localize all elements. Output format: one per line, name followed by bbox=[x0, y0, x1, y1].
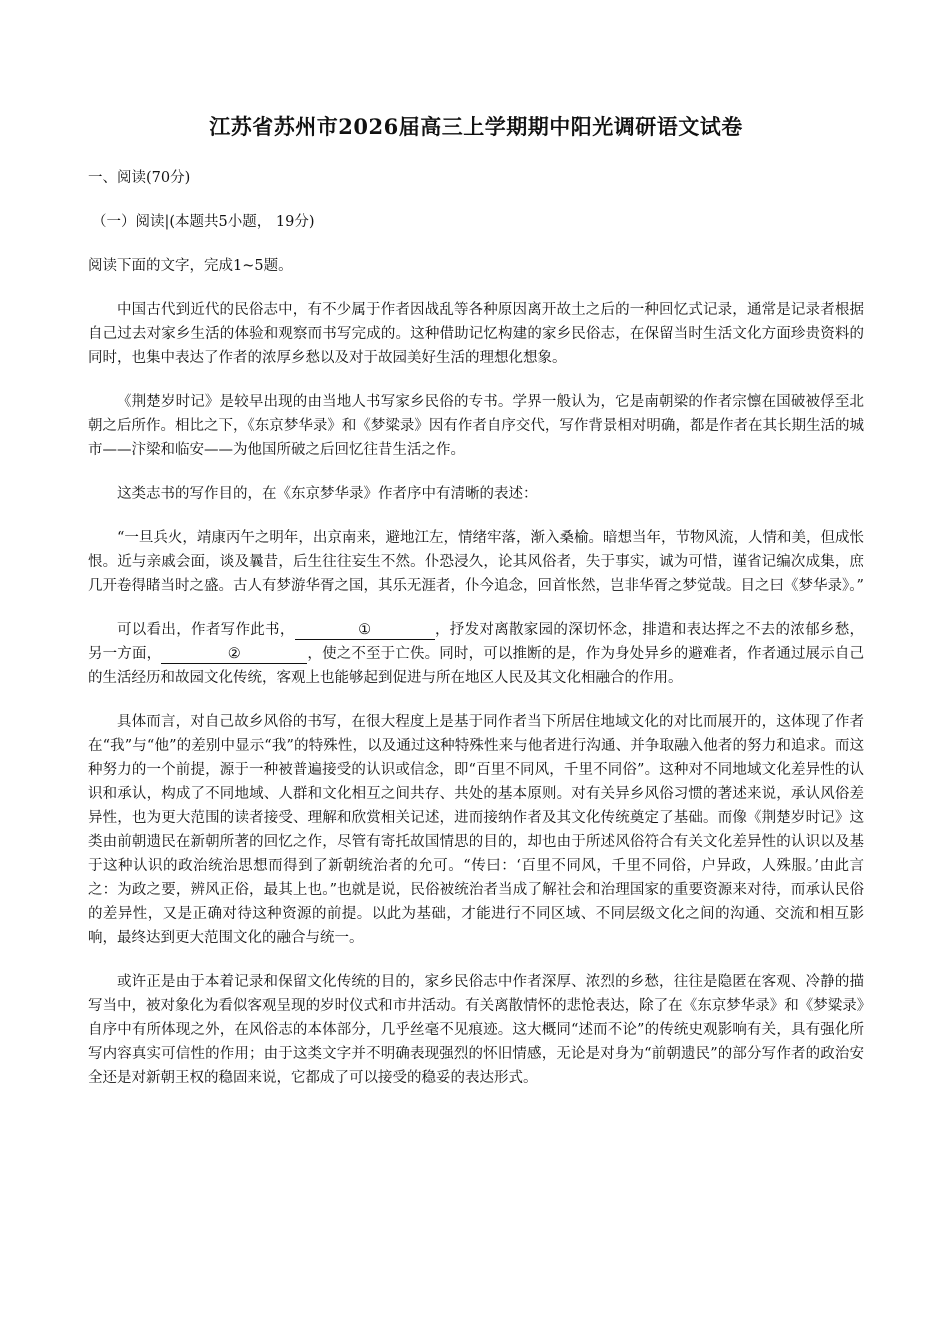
paragraph-1: 中国古代到近代的民俗志中，有不少属于作者因战乱等各种原因离开故土之后的一种回忆式记录，通常是记录者根据自己过去对家乡生活的体验和观察而书写完成的。这种借助记忆构建的家乡民俗志，在保留当时生活文化方面珍贵资料的同时，也集中表达了作者的浓厚乡愁以及对于故园美好生活的理想化想象。 bbox=[88, 302, 864, 366]
paragraph-5-part-a: 可以看出，作者写作此书， bbox=[117, 622, 295, 638]
paragraph-7: 或许正是由于本着记录和保留文化传统的目的，家乡民俗志中作者深厚、浓烈的乡愁，往往是隐匿在客观、冷静的描写当中，被对象化为看似客观呈现的岁时仪式和市井活动。有关离散情怀的悲怆表达，除了在《东京梦华录》和《梦粱录》自序中有所体现之外，在风俗志的本体部分，几乎丝毫不见痕迹。这大概同“述而不论”的传统史观影响有关，具有强化所写内容真实可信性的作用；由于这类文字并不明确表现强烈的怀旧情感，无论是对身为“前朝遗民”的部分写作者的政治安全还是对新朝王权的稳固来说，它都成了可以接受的稳妥的表达形式。 bbox=[88, 974, 864, 1086]
exam-page bbox=[88, 112, 864, 1110]
exam-title: 江苏省苏州市2026届高三上学期期中阳光调研语文试卷 bbox=[209, 114, 743, 139]
paragraph-5-part-b: ，抒发对离散家园的深切怀念，排遣和表达挥之不去的浓郁乡愁，另一方面， bbox=[88, 622, 865, 662]
paragraph-4-quote: “一旦兵火，靖康丙午之明年，出京南来，避地江左，情绪牢落，渐入桑榆。暗想当年，节物风流，人情和美，但成怅恨。近与亲戚会面，谈及曩昔，后生往往妄生不然。仆恐浸久，论其风俗者，失于事实，诚为可惜，谨省记编次成集，庶几开卷得睹当时之盛。古人有梦游华胥之国，其乐无涯者，仆今追念，回首怅然，岂非华胥之梦觉哉。目之曰《梦华录》。” bbox=[88, 530, 864, 594]
subsection-heading: （一）阅读|(本题共5小题， 19分) bbox=[92, 214, 315, 230]
section-heading: 一、阅读(70分) bbox=[88, 170, 191, 186]
fill-blank-1: ① bbox=[295, 621, 435, 640]
paragraph-5 bbox=[88, 618, 864, 690]
paragraph-5-part-c: ，使之不至于亡佚。同时，可以推断的是，作为身处异乡的避难者，作者通过展示自己的生活经历和故园文化传统，客观上也能够起到促进与所在地区人民及其文化相融合的作用。 bbox=[88, 646, 865, 686]
reading-instruction: 阅读下面的文字，完成1~5题。 bbox=[88, 258, 293, 274]
paragraph-3: 这类志书的写作目的，在《东京梦华录》作者序中有清晰的表述： bbox=[117, 486, 538, 502]
paragraph-6: 具体而言，对自己故乡风俗的书写，在很大程度上是基于同作者当下所居住地域文化的对比而展开的，这体现了作者在“我”与“他”的差别中显示“我”的特殊性，以及通过这种特殊性来与他者进行沟通、并争取融入他者的努力和追求。而这种努力的一个前提，源于一种被普遍接受的认识或信念，即“百里不同风，千里不同俗”。这种对不同地域文化差异性的认识和承认，构成了不同地域、人群和文化相互之间共存、共处的基本原则。对有关异乡风俗习惯的著述来说，承认风俗差异性，也为更大范围的读者接受、理解和欣赏相关记述，进而接纳作者及其文化传统奠定了基础。而像《荆楚岁时记》这类由前朝遗民在新朝所著的回忆之作，尽管有寄托故国情思的目的，却也由于所述风俗符合有关文化差异性的认识以及基于这种认识的政治统治思想而得到了新朝统治者的允可。“传曰：‘百里不同风，千里不同俗，户异政，人殊服。’由此言之：为政之要，辨风正俗，最其上也。”也就是说，民俗被统治者当成了解社会和治理国家的重要资源来对待，而承认民俗的差异性，又是正确对待这种资源的前提。以此为基础，才能进行不同区域、不同层级文化之间的沟通、交流和相互影响，最终达到更大范围文化的融合与统一。 bbox=[88, 714, 864, 946]
paragraph-2: 《荆楚岁时记》是较早出现的由当地人书写家乡民俗的专书。学界一般认为，它是南朝梁的作者宗懔在国破被俘至北朝之后所作。相比之下，《东京梦华录》和《梦粱录》因有作者自序交代，写作背景相对明确，都是作者在其长期生活的城市——汴梁和临安——为他国所破之后回忆往昔生活之作。 bbox=[88, 394, 864, 458]
fill-blank-2: ② bbox=[161, 645, 307, 664]
